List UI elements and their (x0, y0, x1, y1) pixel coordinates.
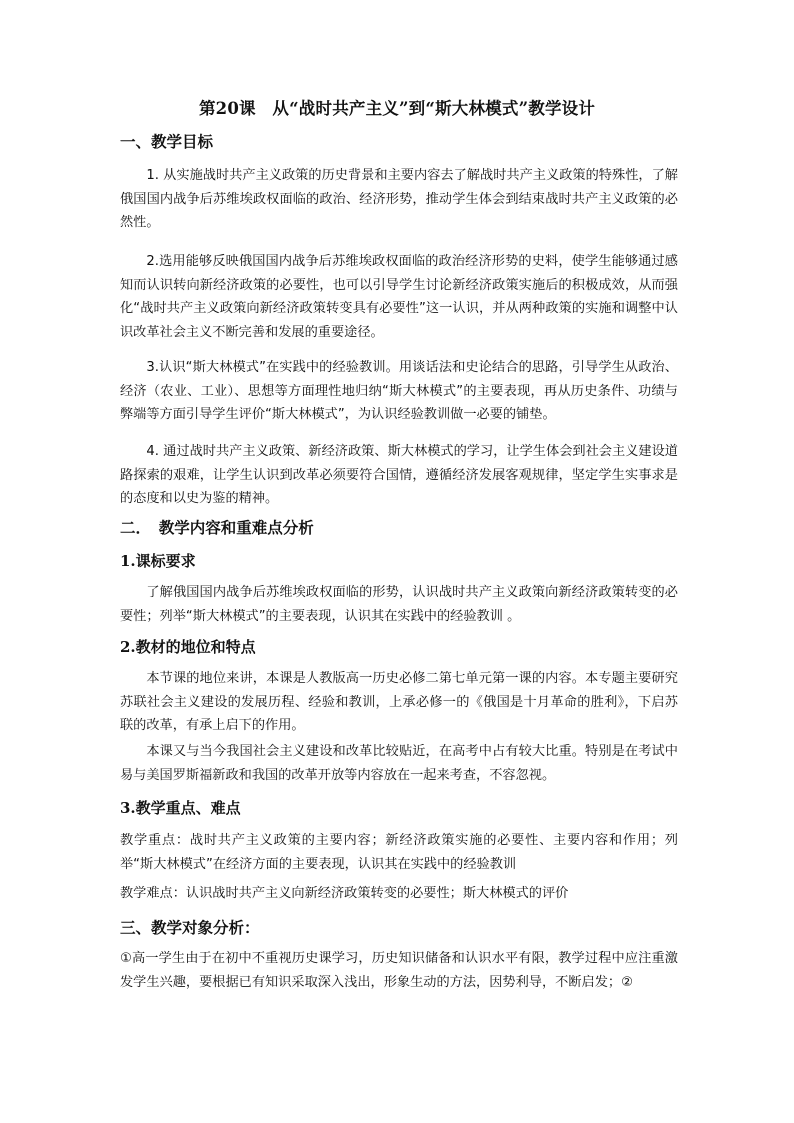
subheading-key-difficult-points: 3.教学重点、难点 (120, 799, 241, 817)
subheading-curriculum-standard: 1.课标要求 (120, 552, 196, 570)
difficult-points-paragraph: 教学难点：认识战时共产主义向新经济政策转变的必要性；斯大林模式的评价 (120, 886, 569, 901)
goal-paragraph-1: 1. 从实施战时共产主义政策的历史背景和主要内容去了解战时共产主义政策的特殊性，了解俄国国内战争后苏维埃政权面临的政治、经济形势，推动学生体会到结束战时共产主义政策的必然性。 (120, 168, 678, 230)
goal-paragraph-4: 4. 通过战时共产主义政策、新经济政策、斯大林模式的学习，让学生体会到社会主义建设道路探索的艰难，让学生认识到改革必须要符合国情，遵循经济发展客观规律，坚定学生实事求是的态度和以史为鉴的精神。 (120, 444, 678, 506)
goal-paragraph-2: 2.选用能够反映俄国国内战争后苏维埃政权面临的政治经济形势的史料，使学生能够通过感知而认识转向新经济政策的必要性，也可以引导学生讨论新经济政策实施后的积极成效，从而强化“战时共产主义政策向新经济政策转变具有必要性”这一认识，并从两种政策的实施和调整中认识改革社会主义不断完善和发展的重要途径。 (120, 254, 678, 340)
section-heading-content-analysis: 二． 教学内容和重难点分析 (120, 518, 314, 537)
textbook-paragraph-2: 本课又与当今我国社会主义建设和改革比较贴近，在高考中占有较大比重。特别是在考试中易与美国罗斯福新政和我国的改革开放等内容放在一起来考查，不容忽视。 (120, 744, 678, 783)
key-points-paragraph: 教学重点：战时共产主义政策的主要内容；新经济政策实施的必要性、主要内容和作用；列举“斯大林模式”在经济方面的主要表现，认识其在实践中的经验教训 (120, 833, 678, 872)
document-title: 第20课 从“战时共产主义”到“斯大林模式”教学设计 (198, 99, 596, 118)
textbook-paragraph-1: 本节课的地位来讲，本课是人教版高一历史必修二第七单元第一课的内容。本专题主要研究苏联社会主义建设的发展历程、经验和教训，上承必修一的《俄国是十月革命的胜利》，下启苏联的改革，有承上启下的作用。 (120, 671, 678, 733)
section-heading-student-analysis: 三、教学对象分析： (120, 918, 260, 937)
subheading-textbook-position: 2.教材的地位和特点 (120, 638, 256, 656)
student-analysis-paragraph: ①高一学生由于在初中不重视历史课学习，历史知识储备和认识水平有限，教学过程中应注重激发学生兴趣，要根据已有知识采取深入浅出，形象生动的方法，因势利导，不断启发；② (120, 951, 678, 990)
section-heading-teaching-goals: 一、教学目标 (120, 132, 214, 151)
curriculum-paragraph: 了解俄国国内战争后苏维埃政权面临的形势，认识战时共产主义政策向新经济政策转变的必要性；列举“斯大林模式”的主要表现，认识其在实践中的经验教训 。 (120, 585, 678, 624)
goal-paragraph-3: 3.认识“斯大林模式”在实践中的经验教训。用谈话法和史论结合的思路，引导学生从政治、经济（农业、工业）、思想等方面理性地归纳“斯大林模式”的主要表现，再从历史条件、功绩与弊端等方面引导学生评价“斯大林模式”，为认识经验教训做一必要的铺垫。 (120, 360, 678, 422)
